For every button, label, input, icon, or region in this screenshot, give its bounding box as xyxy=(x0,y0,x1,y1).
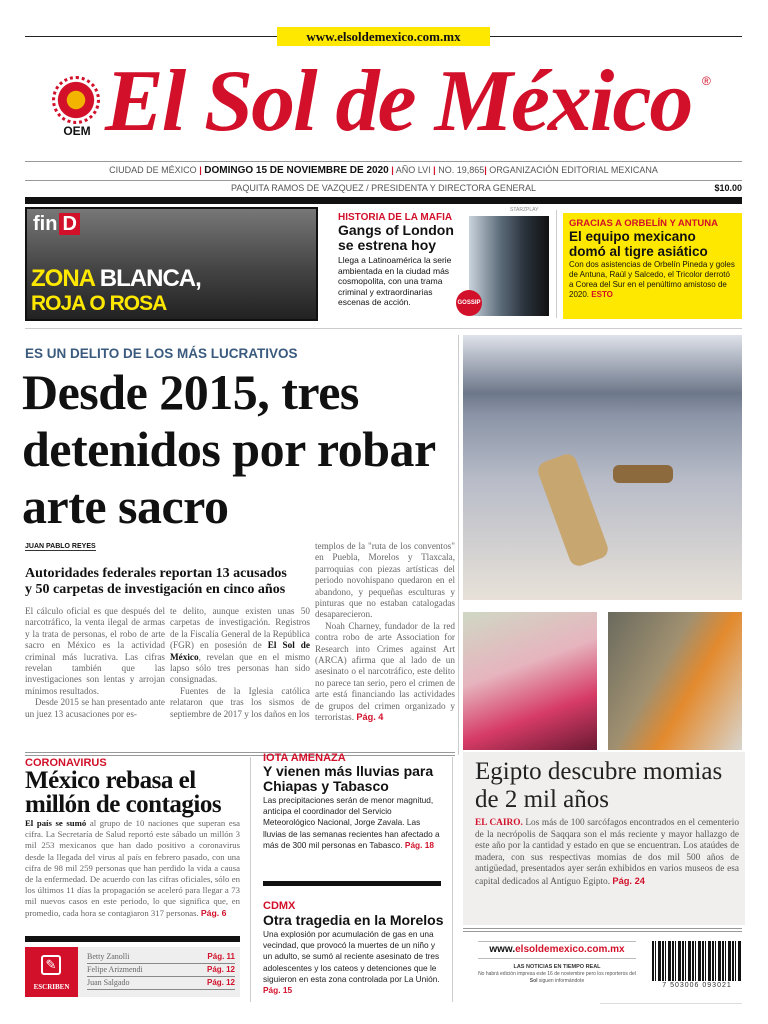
iota-headline: Y vienen más lluvias para Chiapas y Tabasco xyxy=(263,763,434,794)
main-subhead: Autoridades federales reportan 13 acusados y 50 carpetas de investigación en cinco años xyxy=(25,566,287,597)
price: $10.00 xyxy=(714,183,742,193)
cdmx-kicker: CDMX xyxy=(263,900,296,912)
registered-mark: ® xyxy=(702,74,711,88)
mafia-kicker: HISTORIA DE LA MAFIA xyxy=(338,212,453,223)
barcode xyxy=(652,941,742,981)
columnist-item[interactable]: Betty Zanolli Pág. 11 xyxy=(87,951,235,964)
excavation-photo xyxy=(608,612,742,750)
cdmx-text: Una explosión por acumulación de gas en una vecindad, que provocó la muertes de un niño y un adulto, se sumó al reciente asesinato de tres adolescentes y los cateos y detenciones que le siguieron en esta zona controlada por La Unión. xyxy=(263,929,440,984)
main-col-2: te delito, aunque existen unas 50 carpetas de investigación. Registros de la Fiscalía General de la República (FGR) en posesión de El Sol de México, revelan que en el mismo lapso sólo tres personas han sido consignadas. Fuentes de la Iglesia católica relataron que tras los sismos de septiembre de 2017 y los daños en los xyxy=(170,606,310,719)
futbol-title: El equipo mexicano domó al tigre asiático xyxy=(569,229,708,259)
main-byline: JUAN PABLO REYES xyxy=(25,543,96,550)
mafia-teaser[interactable] xyxy=(338,212,460,308)
sarcophagi-photo xyxy=(463,335,742,600)
egipto-story[interactable] xyxy=(463,752,745,925)
findo-logo: fin D xyxy=(33,213,80,236)
dateline-bar: CIUDAD DE MÉXICO | DOMINGO 15 DE NOVIEMBRE DE 2020 | AÑO LVI | NO. 19,865| ORGANIZACIÓN EDITORIAL MEXICANA xyxy=(109,165,658,176)
corona-lead: El país se sumó xyxy=(25,818,87,828)
footer-note: No habrá edición impresa este 16 de noviembre pero los reporteros del Sol siguen informándote xyxy=(478,971,636,984)
mafia-title: Gangs of London se estrena hoy xyxy=(338,222,454,253)
main-headline[interactable]: Desde 2015, tres detenidos por robar arte sacro xyxy=(22,364,435,534)
escriben-box xyxy=(25,947,240,997)
futbol-source: ESTO xyxy=(591,290,613,299)
newspaper-logo: El Sol de México xyxy=(105,53,692,150)
main-col-3: templos de la "ruta de los conventos" en Puebla, Morelos y Tlaxcala, parroquias con piezas artísticas del periodo novohispano quedaron en el abandono, y pequeñas esculturas y pinturas que no estaban catalogadas desaparecieron. Noah Charney, fundador de la red contra robo de arte Association for Research into Crimes against Art (ARCA) afirma que al lado de un asesinato o el narcotráfico, este delito no parece tan serio, pero el crimen de arte está financiando las actividades de grupos del crimen organizado y terroristas. Pág. 4 xyxy=(315,541,455,723)
egipto-text: Los más de 100 sarcófagos encontrados en el cementerio de la necrópolis de Saqqara son el más reciente y mayor hallazgo de este año por la cantidad y estado en que se encuentran. Los ataúdes de madera, con sus respectivas momias de dos mil 500 años de antigüedad, presentados ayer serán exhibidos en varios museos de esa capital dedicados al Antiguo Egipto. xyxy=(475,818,739,887)
issue-number: NO. 19,865 xyxy=(438,165,485,175)
barcode-number: 7 503006 093021 xyxy=(662,982,732,989)
futbol-text: Con dos asistencias de Orbelín Pineda y goles de Antuna, Raúl y Salcedo, el Tricolor derrotó a Corea del Sur en el penúltimo amistoso de 2020. xyxy=(569,260,735,299)
corona-text: al grupo de 10 naciones que superan esa cifra. La Secretaría de Salud reportó este sábado un millón 3 mil 253 mexicanos que han dado positivo a coronavirus desde la llegada del virus al país en febrero pasado, con una cifra de 98 mil 259 personas que han perdido la vida a causa de la enfermedad. De acuerdo con las cifras oficiales, sólo en los últimos 11 días la propagación se aceleró para llegar a 73 mil nuevos casos en este periodo, lo que significa que, en promedio, cada hora se contagiaron 317 personas. xyxy=(25,818,240,918)
iota-page-ref[interactable]: Pág. 18 xyxy=(404,839,434,850)
columnist-item[interactable]: Juan Salgado Pág. 12 xyxy=(87,977,235,990)
corona-story[interactable] xyxy=(25,757,240,919)
organization: ORGANIZACIÓN EDITORIAL MEXICANA xyxy=(489,165,658,175)
year: AÑO LVI xyxy=(395,165,431,175)
city: CIUDAD DE MÉXICO xyxy=(109,165,197,175)
director: PAQUITA RAMOS DE VAZQUEZ / PRESIDENTA Y DIRECTORA GENERAL xyxy=(231,183,536,193)
escriben-label: ESCRIBEN xyxy=(33,983,70,991)
oem-label: OEM xyxy=(63,124,91,138)
futbol-teaser[interactable] xyxy=(563,213,742,319)
mummy-photo xyxy=(463,612,597,750)
egipto-page-ref[interactable]: Pág. 24 xyxy=(612,875,645,886)
columnists-list xyxy=(87,951,235,990)
corona-headline: México rebasa el millón de contagios xyxy=(25,767,222,818)
gossip-badge: GOSSIP xyxy=(456,290,482,316)
findo-title-2: BLANCA, xyxy=(99,265,201,292)
cdmx-headline: Otra tragedia en la Morelos xyxy=(263,912,444,928)
masthead-url[interactable]: www.elsoldemexico.com.mx xyxy=(277,27,490,46)
iota-story[interactable] xyxy=(263,752,443,851)
cdmx-story[interactable] xyxy=(263,900,443,996)
findo-title-3: ROJA O ROSA xyxy=(31,292,167,315)
iota-text: Las precipitaciones serán de menor magnitud, anticipa el coordinador del Servicio Meteorológico Nacional, Jorge Zavala. Las lluvias de las semanas recientes han afectado a más de 300 mil personas en Tabasco. xyxy=(263,795,440,850)
iota-kicker: IOTA AMENAZA xyxy=(263,752,346,764)
cdmx-page-ref[interactable]: Pág. 15 xyxy=(263,985,293,996)
findo-title-1: ZONA xyxy=(31,265,95,292)
findo-teaser[interactable] xyxy=(25,207,318,321)
corona-kicker: CORONAVIRUS xyxy=(25,757,107,769)
footer-url[interactable]: www.elsoldemexico.com.mx xyxy=(489,944,625,955)
corona-page-ref[interactable]: Pág. 6 xyxy=(200,907,227,918)
main-page-ref[interactable]: Pág. 4 xyxy=(356,712,384,723)
mafia-credit: STARZPLAY xyxy=(510,207,539,213)
footer-tag: LAS NOTICIAS EN TIEMPO REAL xyxy=(513,964,601,970)
main-col-1: El cálculo oficial es que después del narcotráfico, la venta ilegal de armas y la trata de personas, el robo de arte sacro en México es la actividad criminal más lucrativa. Las cifras revelan también que las investigaciones son lentas y arrojan mínimos resultados. Desde 2015 se han presentado ante un juez 13 acusaciones por es- xyxy=(25,606,165,719)
issue-date: DOMINGO 15 DE NOVIEMBRE DE 2020 xyxy=(204,165,389,176)
oem-emblem xyxy=(52,76,100,124)
egipto-headline: Egipto descubre momias de 2 mil años xyxy=(475,758,723,813)
futbol-kicker: GRACIAS A ORBELÍN Y ANTUNA xyxy=(569,218,719,229)
pen-icon: ✎ xyxy=(41,955,61,975)
main-kicker: ES UN DELITO DE LOS MÁS LUCRATIVOS xyxy=(25,346,298,361)
columnist-item[interactable]: Felipe Arizmendi Pág. 12 xyxy=(87,964,235,977)
egipto-dateline: EL CAIRO. xyxy=(475,818,523,828)
mafia-text: Llega a Latinoamérica la serie ambientada en la ciudad más cosmopolita, con una trama criminal y extraordinarias escenas de acción. xyxy=(338,255,452,307)
